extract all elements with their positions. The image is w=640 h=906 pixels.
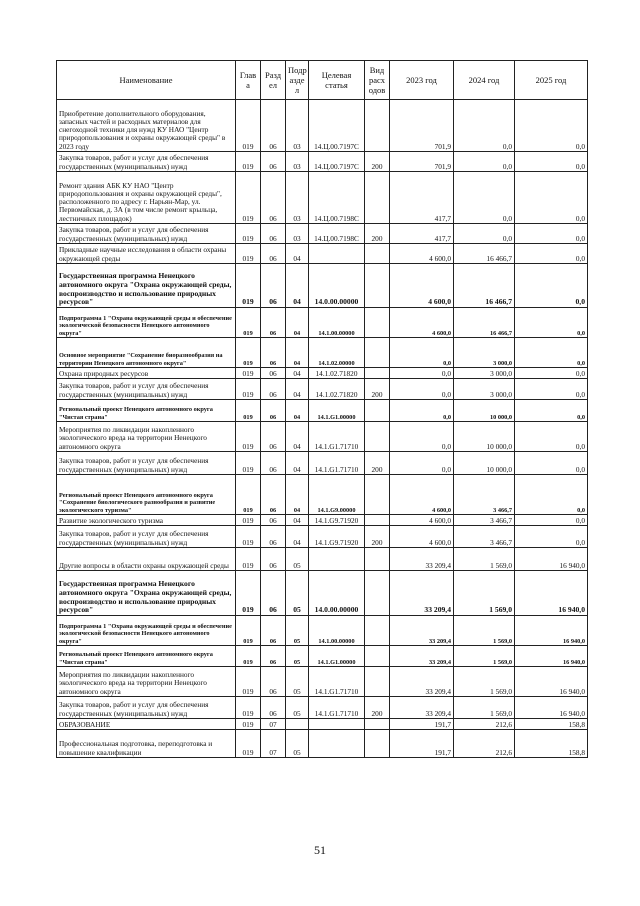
table-row	[57, 244, 588, 264]
row-name: Ремонт здания АБК КУ НАО "Центр природопользования и охраны окружающей среды", расположенного по адресу г. Нарьян-Мар, ул. Первомайская, д. 3А (в том числе ремонт крыльца, лестничных площадок)	[57, 172, 236, 224]
row-razdel: 06	[261, 697, 286, 719]
row-2025: 16 940,0	[515, 667, 588, 697]
row-podrazdel: 03	[286, 224, 309, 244]
row-name: Развитие экологического туризма	[57, 515, 236, 526]
header-podrazdel: Подр азде л	[286, 61, 309, 100]
table-row	[57, 646, 588, 667]
row-vid	[365, 368, 390, 379]
row-name: Профессиональная подготовка, переподготовка и повышение квалификации	[57, 730, 236, 758]
row-razdel: 06	[261, 515, 286, 526]
table-row	[57, 308, 588, 338]
table-row	[57, 224, 588, 244]
row-2024: 3 466,7	[454, 475, 515, 515]
row-2023: 4 600,0	[390, 264, 454, 308]
row-razdel: 06	[261, 475, 286, 515]
row-article: 14.1.02.71820	[309, 379, 365, 400]
row-vid: 200	[365, 152, 390, 172]
row-vid	[365, 244, 390, 264]
table-header-row	[57, 61, 588, 100]
table-row	[57, 616, 588, 646]
row-2025: 0,0	[515, 379, 588, 400]
table-row	[57, 548, 588, 571]
row-article: 14.Ц.00.7198С	[309, 224, 365, 244]
row-razdel: 06	[261, 571, 286, 616]
row-name: Государственная программа Ненецкого автономного округа "Охрана окружающей среды, воспроизводство и использование природных ресурсов"	[57, 571, 236, 616]
table-row	[57, 515, 588, 526]
header-2024: 2024 год	[454, 61, 515, 100]
row-glava: 019	[236, 172, 261, 224]
row-name: Подпрограмма 1 "Охрана окружающей среды и обеспечение экологической безопасности Ненецкого автономного округа"	[57, 616, 236, 646]
row-2024: 1 569,0	[454, 548, 515, 571]
row-article: 14.1.G1.71710	[309, 697, 365, 719]
row-glava: 019	[236, 667, 261, 697]
table-row	[57, 172, 588, 224]
row-2024: 3 000,0	[454, 368, 515, 379]
row-name: Подпрограмма 1 "Охрана окружающей среды и обеспечение экологической безопасности Ненецкого автономного округа"	[57, 308, 236, 338]
row-razdel: 06	[261, 100, 286, 152]
row-2023: 0,0	[390, 379, 454, 400]
row-glava: 019	[236, 308, 261, 338]
row-vid: 200	[365, 224, 390, 244]
row-razdel: 06	[261, 646, 286, 667]
row-podrazdel: 04	[286, 526, 309, 548]
row-2024: 16 466,7	[454, 308, 515, 338]
row-2024: 212,6	[454, 719, 515, 730]
row-razdel: 06	[261, 152, 286, 172]
row-2025: 0,0	[515, 368, 588, 379]
row-2025: 0,0	[515, 452, 588, 475]
row-glava: 019	[236, 152, 261, 172]
row-vid	[365, 571, 390, 616]
row-2024: 1 569,0	[454, 697, 515, 719]
row-glava: 019	[236, 697, 261, 719]
row-2025: 0,0	[515, 400, 588, 422]
row-glava: 019	[236, 616, 261, 646]
row-glava: 019	[236, 264, 261, 308]
row-vid	[365, 667, 390, 697]
row-2024: 10 000,0	[454, 422, 515, 452]
row-2023: 4 600,0	[390, 475, 454, 515]
row-podrazdel: 04	[286, 379, 309, 400]
row-article: 14.1.G1.00000	[309, 646, 365, 667]
row-name: Охрана природных ресурсов	[57, 368, 236, 379]
table-row	[57, 379, 588, 400]
row-2024: 10 000,0	[454, 452, 515, 475]
row-2024: 16 466,7	[454, 244, 515, 264]
row-name: Другие вопросы в области охраны окружающей среды	[57, 548, 236, 571]
row-article	[309, 548, 365, 571]
table-row	[57, 697, 588, 719]
row-vid	[365, 422, 390, 452]
row-2025: 0,0	[515, 172, 588, 224]
header-name: Наименование	[57, 61, 236, 100]
row-2023: 33 209,4	[390, 667, 454, 697]
row-glava: 019	[236, 571, 261, 616]
row-name: Закупка товаров, работ и услуг для обеспечения государственных (муниципальных) нужд	[57, 379, 236, 400]
row-razdel: 06	[261, 264, 286, 308]
row-article: 14.1.00.00000	[309, 616, 365, 646]
table-row	[57, 730, 588, 758]
row-name: Закупка товаров, работ и услуг для обеспечения государственных (муниципальных) нужд	[57, 452, 236, 475]
row-name: Закупка товаров, работ и услуг для обеспечения государственных (муниципальных) нужд	[57, 697, 236, 719]
row-2024: 0,0	[454, 224, 515, 244]
row-podrazdel: 04	[286, 400, 309, 422]
row-article: 14.1.02.00000	[309, 338, 365, 368]
row-razdel: 06	[261, 616, 286, 646]
row-2025: 0,0	[515, 515, 588, 526]
row-podrazdel: 05	[286, 548, 309, 571]
row-2024: 10 000,0	[454, 400, 515, 422]
row-podrazdel: 04	[286, 244, 309, 264]
row-2023: 0,0	[390, 368, 454, 379]
table-row	[57, 452, 588, 475]
row-2025: 16 940,0	[515, 616, 588, 646]
row-podrazdel: 04	[286, 368, 309, 379]
row-2024: 3 466,7	[454, 526, 515, 548]
row-2025: 0,0	[515, 152, 588, 172]
header-vid: Вид расх одов	[365, 61, 390, 100]
row-2024: 0,0	[454, 152, 515, 172]
row-vid	[365, 719, 390, 730]
table-row	[57, 719, 588, 730]
row-razdel: 07	[261, 719, 286, 730]
row-vid	[365, 616, 390, 646]
row-podrazdel: 04	[286, 452, 309, 475]
row-glava: 019	[236, 338, 261, 368]
row-glava: 019	[236, 548, 261, 571]
row-2023: 33 209,4	[390, 571, 454, 616]
row-2023: 0,0	[390, 422, 454, 452]
row-name: Мероприятия по ликвидации накопленного экологического вреда на территории Ненецкого автономного округа	[57, 667, 236, 697]
page-number: 51	[314, 843, 326, 857]
row-razdel: 06	[261, 667, 286, 697]
row-vid	[365, 475, 390, 515]
row-vid	[365, 264, 390, 308]
table-row	[57, 338, 588, 368]
row-podrazdel: 04	[286, 475, 309, 515]
row-2025: 0,0	[515, 264, 588, 308]
row-2025: 158,8	[515, 719, 588, 730]
row-podrazdel: 05	[286, 646, 309, 667]
row-glava: 019	[236, 400, 261, 422]
row-glava: 019	[236, 100, 261, 152]
row-2023: 4 600,0	[390, 244, 454, 264]
row-name: Закупка товаров, работ и услуг для обеспечения государственных (муниципальных) нужд	[57, 526, 236, 548]
row-2023: 33 209,4	[390, 616, 454, 646]
row-2025: 16 940,0	[515, 697, 588, 719]
row-name: Региональный проект Ненецкого автономного округа "Чистая страна"	[57, 400, 236, 422]
row-2024: 16 466,7	[454, 264, 515, 308]
row-razdel: 06	[261, 452, 286, 475]
row-vid: 200	[365, 697, 390, 719]
row-razdel: 06	[261, 422, 286, 452]
row-vid	[365, 548, 390, 571]
row-vid	[365, 338, 390, 368]
row-article: 14.1.G1.00000	[309, 400, 365, 422]
row-2024: 3 466,7	[454, 515, 515, 526]
row-glava: 019	[236, 244, 261, 264]
row-article: 14.Ц.00.7198С	[309, 172, 365, 224]
row-2023: 0,0	[390, 338, 454, 368]
row-razdel: 06	[261, 526, 286, 548]
row-glava: 019	[236, 515, 261, 526]
row-vid	[365, 172, 390, 224]
row-2025: 0,0	[515, 308, 588, 338]
row-2025: 0,0	[515, 100, 588, 152]
row-article: 14.1.G9.71920	[309, 515, 365, 526]
row-2024: 1 569,0	[454, 667, 515, 697]
row-name: Региональный проект Ненецкого автономного округа "Чистая страна"	[57, 646, 236, 667]
row-razdel: 06	[261, 379, 286, 400]
row-article	[309, 730, 365, 758]
row-2023: 191,7	[390, 719, 454, 730]
row-2023: 191,7	[390, 730, 454, 758]
row-2025: 16 940,0	[515, 571, 588, 616]
row-2023: 33 209,4	[390, 697, 454, 719]
row-2025: 0,0	[515, 244, 588, 264]
row-vid	[365, 400, 390, 422]
row-article: 14.1.00.00000	[309, 308, 365, 338]
row-article: 14.0.00.00000	[309, 571, 365, 616]
row-2023: 33 209,4	[390, 646, 454, 667]
header-glava: Глав а	[236, 61, 261, 100]
row-name: ОБРАЗОВАНИЕ	[57, 719, 236, 730]
row-razdel: 06	[261, 368, 286, 379]
row-article	[309, 244, 365, 264]
row-2025: 16 940,0	[515, 548, 588, 571]
row-2023: 4 600,0	[390, 515, 454, 526]
row-article: 14.Ц.00.7197С	[309, 152, 365, 172]
row-2024: 1 569,0	[454, 571, 515, 616]
row-article: 14.1.G9.71920	[309, 526, 365, 548]
row-glava: 019	[236, 368, 261, 379]
row-name: Закупка товаров, работ и услуг для обеспечения государственных (муниципальных) нужд	[57, 152, 236, 172]
row-2025: 0,0	[515, 224, 588, 244]
row-2024: 0,0	[454, 172, 515, 224]
row-podrazdel: 04	[286, 338, 309, 368]
row-podrazdel: 04	[286, 308, 309, 338]
row-article: 14.1.G1.71710	[309, 422, 365, 452]
table-row	[57, 526, 588, 548]
row-2023: 0,0	[390, 452, 454, 475]
table-row	[57, 400, 588, 422]
row-vid: 200	[365, 379, 390, 400]
row-2023: 33 209,4	[390, 548, 454, 571]
table-row	[57, 571, 588, 616]
row-razdel: 06	[261, 548, 286, 571]
row-2025: 0,0	[515, 526, 588, 548]
table-row	[57, 422, 588, 452]
row-vid: 200	[365, 452, 390, 475]
row-vid	[365, 730, 390, 758]
row-2025: 0,0	[515, 338, 588, 368]
row-2024: 1 569,0	[454, 646, 515, 667]
row-article: 14.1.G1.71710	[309, 452, 365, 475]
row-podrazdel: 04	[286, 515, 309, 526]
row-vid: 200	[365, 526, 390, 548]
row-vid	[365, 100, 390, 152]
row-2023: 4 600,0	[390, 308, 454, 338]
row-2023: 0,0	[390, 400, 454, 422]
row-razdel: 06	[261, 224, 286, 244]
row-podrazdel: 05	[286, 571, 309, 616]
row-razdel: 06	[261, 400, 286, 422]
table-row	[57, 100, 588, 152]
header-article: Целевая статья	[309, 61, 365, 100]
row-name: Региональный проект Ненецкого автономного округа "Сохранение биологического разнообразия и развитие экологического туризма"	[57, 475, 236, 515]
row-article	[309, 719, 365, 730]
row-glava: 019	[236, 452, 261, 475]
row-razdel: 06	[261, 308, 286, 338]
row-2024: 0,0	[454, 100, 515, 152]
header-2023: 2023 год	[390, 61, 454, 100]
header-2025: 2025 год	[515, 61, 588, 100]
row-razdel: 07	[261, 730, 286, 758]
row-glava: 019	[236, 422, 261, 452]
row-article: 14.Ц.00.7197С	[309, 100, 365, 152]
row-article: 14.1.G1.71710	[309, 667, 365, 697]
row-glava: 019	[236, 475, 261, 515]
row-name: Основное мероприятие "Сохранение биоразнообразия на территории Ненецкого автономного округа"	[57, 338, 236, 368]
row-podrazdel	[286, 719, 309, 730]
header-razdel: Разд ел	[261, 61, 286, 100]
row-2025: 0,0	[515, 422, 588, 452]
row-glava: 019	[236, 379, 261, 400]
row-article: 14.0.00.00000	[309, 264, 365, 308]
row-podrazdel: 05	[286, 667, 309, 697]
row-article: 14.1.02.71820	[309, 368, 365, 379]
row-glava: 019	[236, 526, 261, 548]
row-name: Прикладные научные исследования в области охраны окружающей среды	[57, 244, 236, 264]
row-razdel: 06	[261, 244, 286, 264]
table-row	[57, 264, 588, 308]
row-razdel: 06	[261, 172, 286, 224]
row-podrazdel: 05	[286, 616, 309, 646]
row-2024: 3 000,0	[454, 379, 515, 400]
row-podrazdel: 03	[286, 172, 309, 224]
row-razdel: 06	[261, 338, 286, 368]
row-2025: 0,0	[515, 475, 588, 515]
row-glava: 019	[236, 730, 261, 758]
row-vid	[365, 646, 390, 667]
row-glava: 019	[236, 224, 261, 244]
row-name: Приобретение дополнительного оборудования, запасных частей и расходных материалов для снегоходной техники для нужд КУ НАО "Центр природопользования и охраны окружающей среды" в 2023 году	[57, 100, 236, 152]
row-glava: 019	[236, 646, 261, 667]
table-row	[57, 475, 588, 515]
row-article: 14.1.G9.00000	[309, 475, 365, 515]
row-podrazdel: 03	[286, 152, 309, 172]
budget-table	[56, 60, 588, 758]
row-2023: 701,9	[390, 152, 454, 172]
row-podrazdel: 03	[286, 100, 309, 152]
row-podrazdel: 05	[286, 730, 309, 758]
row-glava: 019	[236, 719, 261, 730]
row-podrazdel: 05	[286, 697, 309, 719]
row-2025: 16 940,0	[515, 646, 588, 667]
row-2024: 3 000,0	[454, 338, 515, 368]
row-2024: 1 569,0	[454, 616, 515, 646]
table-row	[57, 667, 588, 697]
table-row	[57, 152, 588, 172]
row-name: Государственная программа Ненецкого автономного округа "Охрана окружающей среды, воспроизводство и использование природных ресурсов"	[57, 264, 236, 308]
row-vid	[365, 515, 390, 526]
row-2023: 4 600,0	[390, 526, 454, 548]
row-2023: 417,7	[390, 224, 454, 244]
row-2025: 158,8	[515, 730, 588, 758]
row-podrazdel: 04	[286, 422, 309, 452]
row-name: Мероприятия по ликвидации накопленного экологического вреда на территории Ненецкого автономного округа	[57, 422, 236, 452]
row-podrazdel: 04	[286, 264, 309, 308]
row-2023: 701,9	[390, 100, 454, 152]
row-vid	[365, 308, 390, 338]
row-name: Закупка товаров, работ и услуг для обеспечения государственных (муниципальных) нужд	[57, 224, 236, 244]
table-row	[57, 368, 588, 379]
row-2023: 417,7	[390, 172, 454, 224]
row-2024: 212,6	[454, 730, 515, 758]
